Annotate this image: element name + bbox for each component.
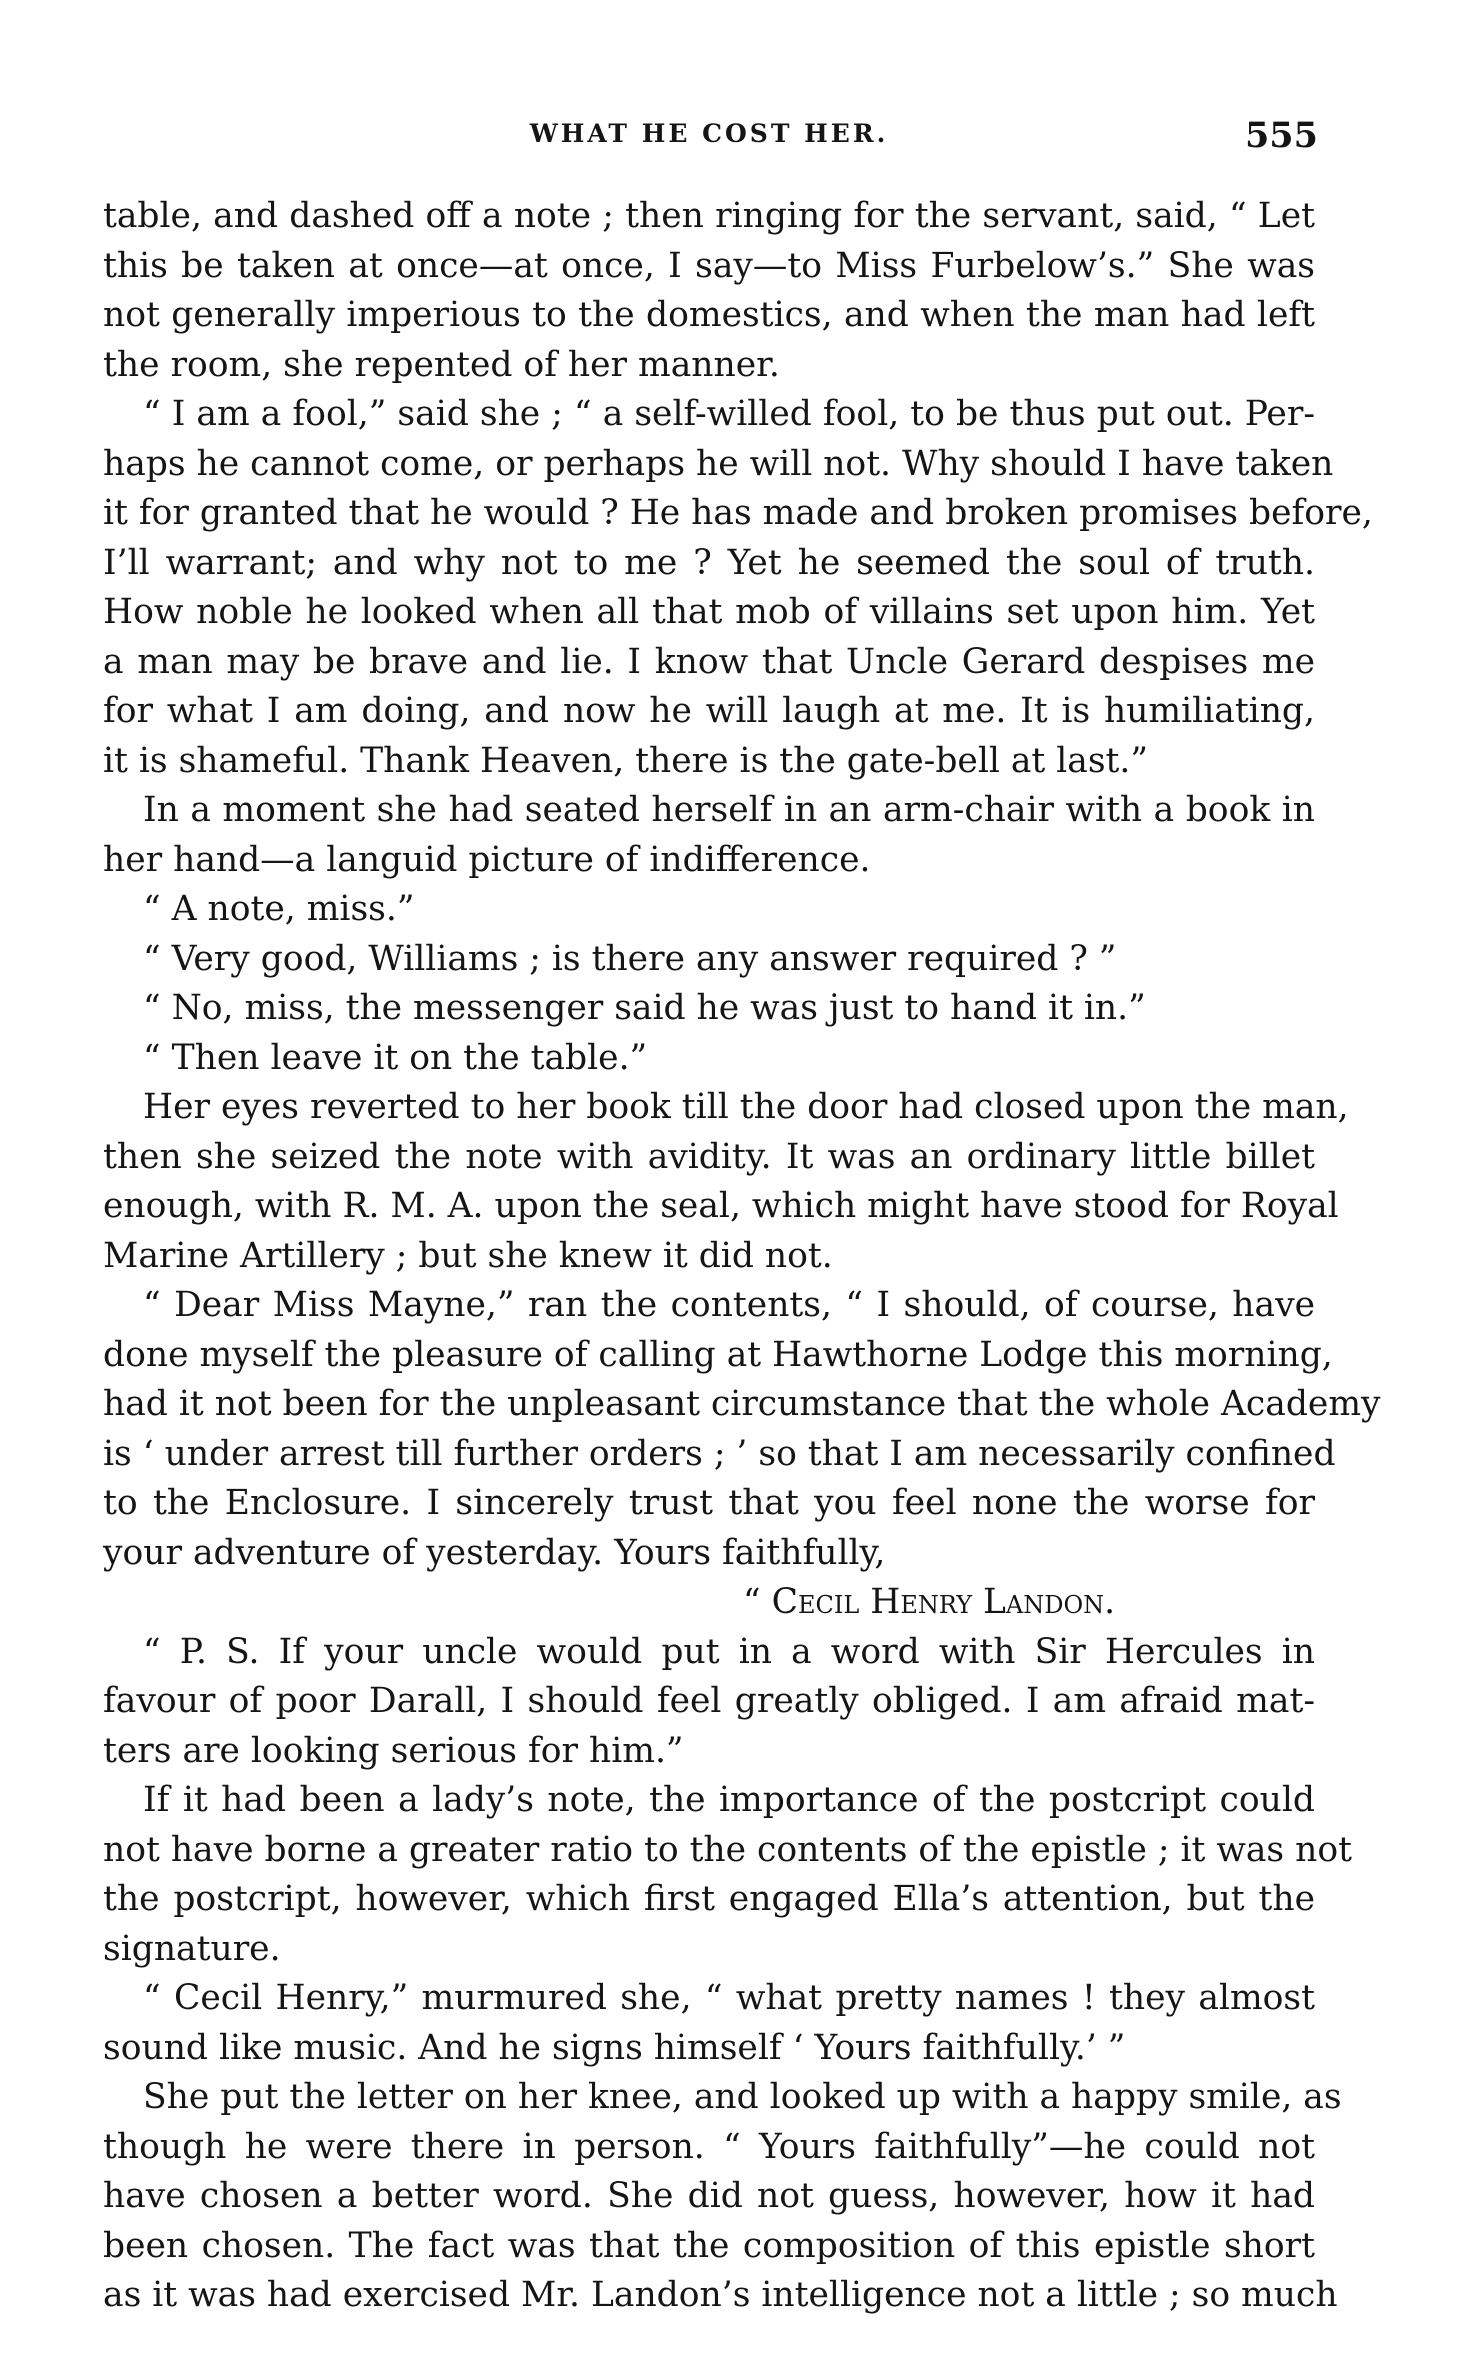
text-line: sound like music. And he signs himself ‘ Yours faithfully.’ ” [103,2027,1126,2068]
text-line: as it was had exercised Mr. Landon’s intelligence not a little ; so much [103,2275,1338,2315]
text-line: this be taken at once—at once, I say—to Miss Furbelow’s.” She was [103,245,1315,286]
text-line: not have borne a greater ratio to the contents of the epistle ; it was not [103,1829,1352,1870]
body-text [103,192,1381,2321]
text-line: I’ll warrant; and why not to me ? Yet he seemed the soul of truth. [103,542,1315,583]
text-line: had it not been for the unpleasant circumstance that the whole Academy [103,1384,1381,1424]
text-line: your adventure of yesterday. Yours faithfully, [103,1532,886,1573]
text-line: have chosen a better word. She did not guess, however, how it had [103,2176,1315,2216]
text-line: “ I am a fool,” said she ; “ a self-willed fool, to be thus put out. Per- [143,394,1315,434]
text-line: it for granted that he would ? He has made and broken promises before, [103,493,1373,533]
text-line: not generally imperious to the domestics, and when the man had left [103,295,1315,335]
text-line: In a moment she had seated herself in an arm-chair with a book in [143,790,1315,830]
text-line: is ‘ under arrest till further orders ; ’ so that I am necessarily confined [103,1433,1336,1474]
text-line: it is shameful. Thank Heaven, there is the gate-bell at last.” [103,740,1149,781]
text-line: enough, with R. M. A. upon the seal, which might have stood for Royal [103,1186,1339,1226]
text-line: then she seized the note with avidity. It was an ordinary little billet [103,1136,1315,1177]
text-line: signature. [103,1928,281,1969]
text-line: “ Very good, Williams ; is there any answer required ? ” [143,938,1117,979]
text-line: Her eyes reverted to her book till the door had closed upon the man, [143,1087,1349,1127]
text-line: table, and dashed off a note ; then ringing for the servant, said, “ Let [103,196,1315,236]
text-line: done myself the pleasure of calling at Hawthorne Lodge this morning, [103,1334,1333,1375]
text-line: How noble he looked when all that mob of villains set upon him. Yet [103,592,1315,632]
text-line: “ P. S. If your uncle would put in a word with Sir Hercules in [143,1631,1315,1672]
text-line: to the Enclosure. I sincerely trust that you feel none the worse for [103,1483,1315,1523]
text-line: ters are looking serious for him.” [103,1730,684,1771]
text-line: been chosen. The fact was that the composition of this epistle short [103,2225,1315,2266]
text-line: She put the letter on her knee, and looked up with a happy smile, as [143,2077,1342,2117]
text-line: haps he cannot come, or perhaps he will not. Why should I have taken [103,443,1334,484]
running-title: WHAT HE COST HER. [529,119,889,148]
text-line: “ Cecil Henry,” murmured she, “ what pretty names ! they almost [143,1978,1315,2018]
text-line: favour of poor Darall, I should feel greatly obliged. I am afraid mat- [103,1681,1315,1721]
text-line: the room, she repented of her manner. [103,344,780,385]
text-line: Marine Artillery ; but she knew it did not. [103,1235,833,1276]
running-header [100,117,1318,157]
text-line: “ Cecil Henry Landon. [743,1582,1116,1622]
text-line: her hand—a languid picture of indifference. [103,839,871,880]
text-line: “ A note, miss.” [143,889,415,929]
text-line: for what I am doing, and now he will laugh at me. It is humiliating, [103,691,1315,731]
text-line: “ Dear Miss Mayne,” ran the contents, “ I should, of course, have [143,1285,1315,1325]
text-line: though he were there in person. “ Yours faithfully”—he could not [103,2126,1315,2167]
text-line: “ Then leave it on the table.” [143,1037,648,1078]
page-number: 555 [1244,115,1318,156]
text-line: “ No, miss, the messenger said he was just to hand it in.” [143,988,1146,1028]
text-line: a man may be brave and lie. I know that Uncle Gerard despises me [103,641,1315,682]
text-line: If it had been a lady’s note, the importance of the postcript could [143,1780,1315,1820]
text-line: the postcript, however, which first engaged Ella’s attention, but the [103,1879,1315,1919]
